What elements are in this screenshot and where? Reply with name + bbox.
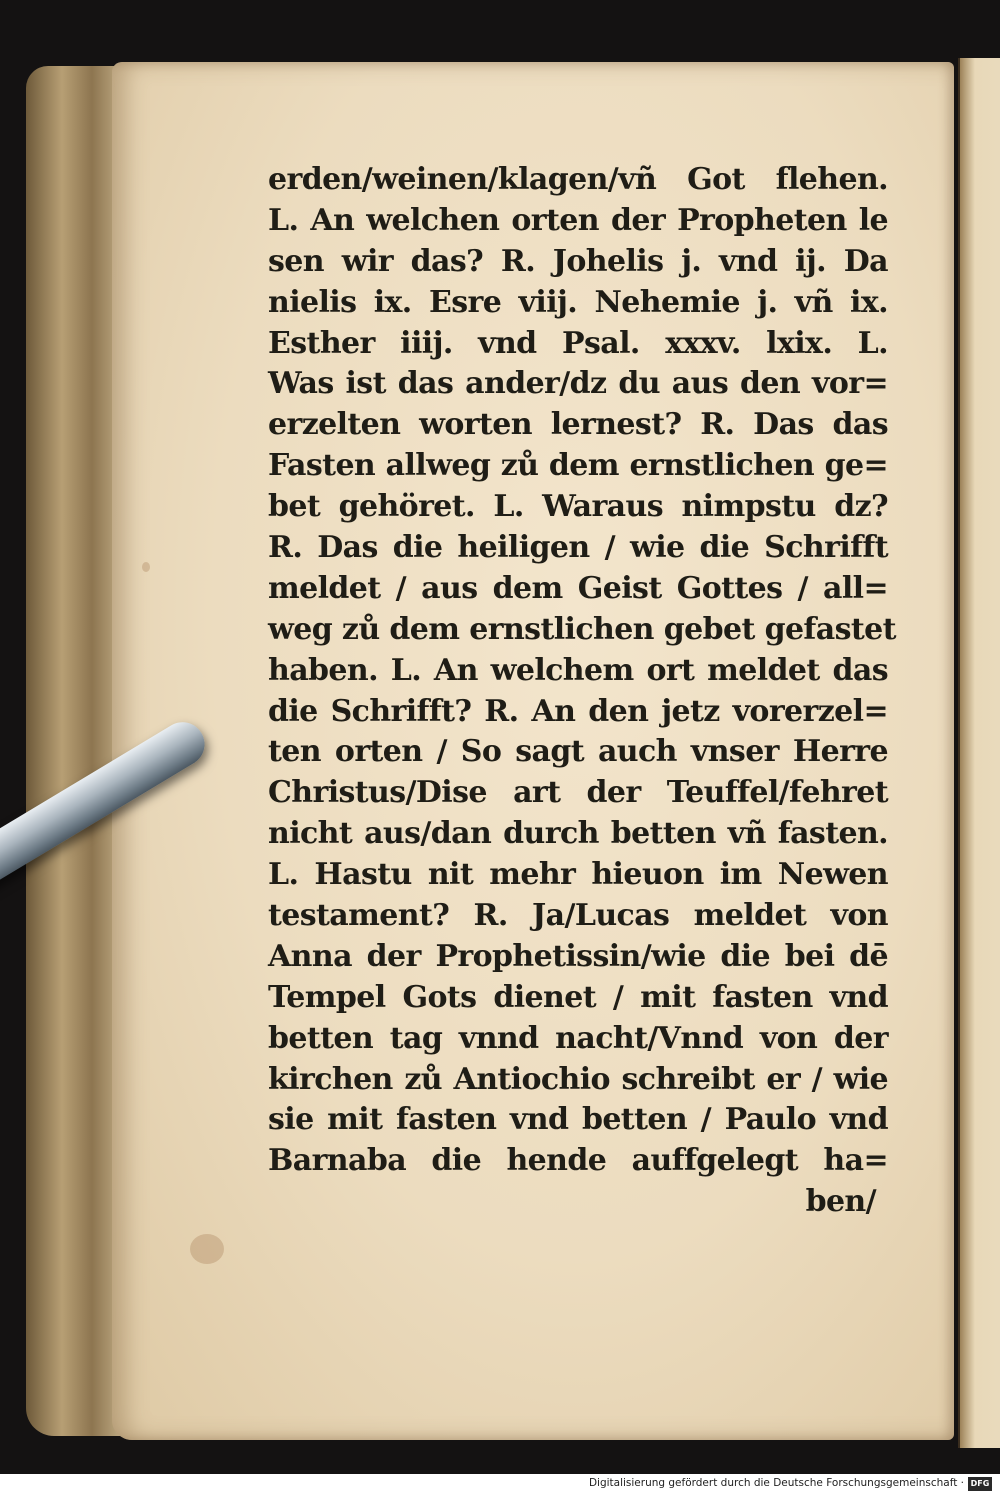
text-line: meldet / aus dem Geist Gottes / all= [268,570,888,606]
text-line: ten orten / So sagt auch vnser Herre [268,734,888,770]
text-line: sie mit fasten vnd betten / Paulo vnd [268,1102,888,1138]
text-line: erden/weinen/klagen/vñ Got flehen. [268,162,888,197]
text-line: kirchen zů Antiochio schreibt er / wie [268,1061,888,1097]
text-line: Anna der Prophetissin/wie die bei dē [268,938,888,974]
dfg-logo: DFG [968,1477,992,1491]
text-line: sen wir das? R. Johelis j. vnd ij. Da [268,243,888,279]
text-line: weg zů dem ernstlichen gebet gefastet [268,611,896,647]
text-line: nicht aus/dan durch betten vñ fasten. [268,816,888,852]
catchword-line: ben/ [805,1184,876,1220]
text-line: betten tag vnnd nacht/Vnnd von der [268,1020,888,1056]
text-line: Christus/Dise art der Teuffel/fehret [268,775,888,811]
text-line: Fasten allweg zů dem ernstlichen ge= [268,448,888,484]
text-line: Tempel Gots dienet / mit fasten vnd [268,979,888,1015]
text-line: testament? R. Ja/Lucas meldet von [268,898,888,934]
text-line: haben. L. An welchem ort meldet das [268,652,888,688]
text-line: erzelten worten lernest? R. Das das [268,407,888,443]
text-line: R. Das die heiligen / wie die Schrifft [268,530,888,566]
facing-page-edge [958,58,1000,1448]
text-line: nielis ix. Esre viij. Nehemie j. vñ ix. [268,284,888,320]
funding-credit: Digitalisierung gefördert durch die Deutsche Forschungsgemeinschaft · [588,1477,964,1489]
text-line: L. Hastu nit mehr hieuon im Newen [268,857,888,893]
text-line: L. An welchen orten der Propheten le [268,202,888,238]
text-line: Esther iiij. vnd Psal. xxxv. lxix. L. [268,325,888,361]
text-line: die Schrifft? R. An den jetz vorerzel= [268,693,888,729]
text-line: Was ist das ander/dz du aus den vor= [268,366,888,402]
credit-footer [0,1474,1000,1494]
paper-stain [190,1234,224,1264]
text-line: Barnaba die hende auffgelegt ha= [268,1143,888,1179]
blackletter-text-block [268,160,896,1223]
paper-stain [142,562,150,572]
text-line: bet gehöret. L. Waraus nimpstu dz? [268,489,888,525]
